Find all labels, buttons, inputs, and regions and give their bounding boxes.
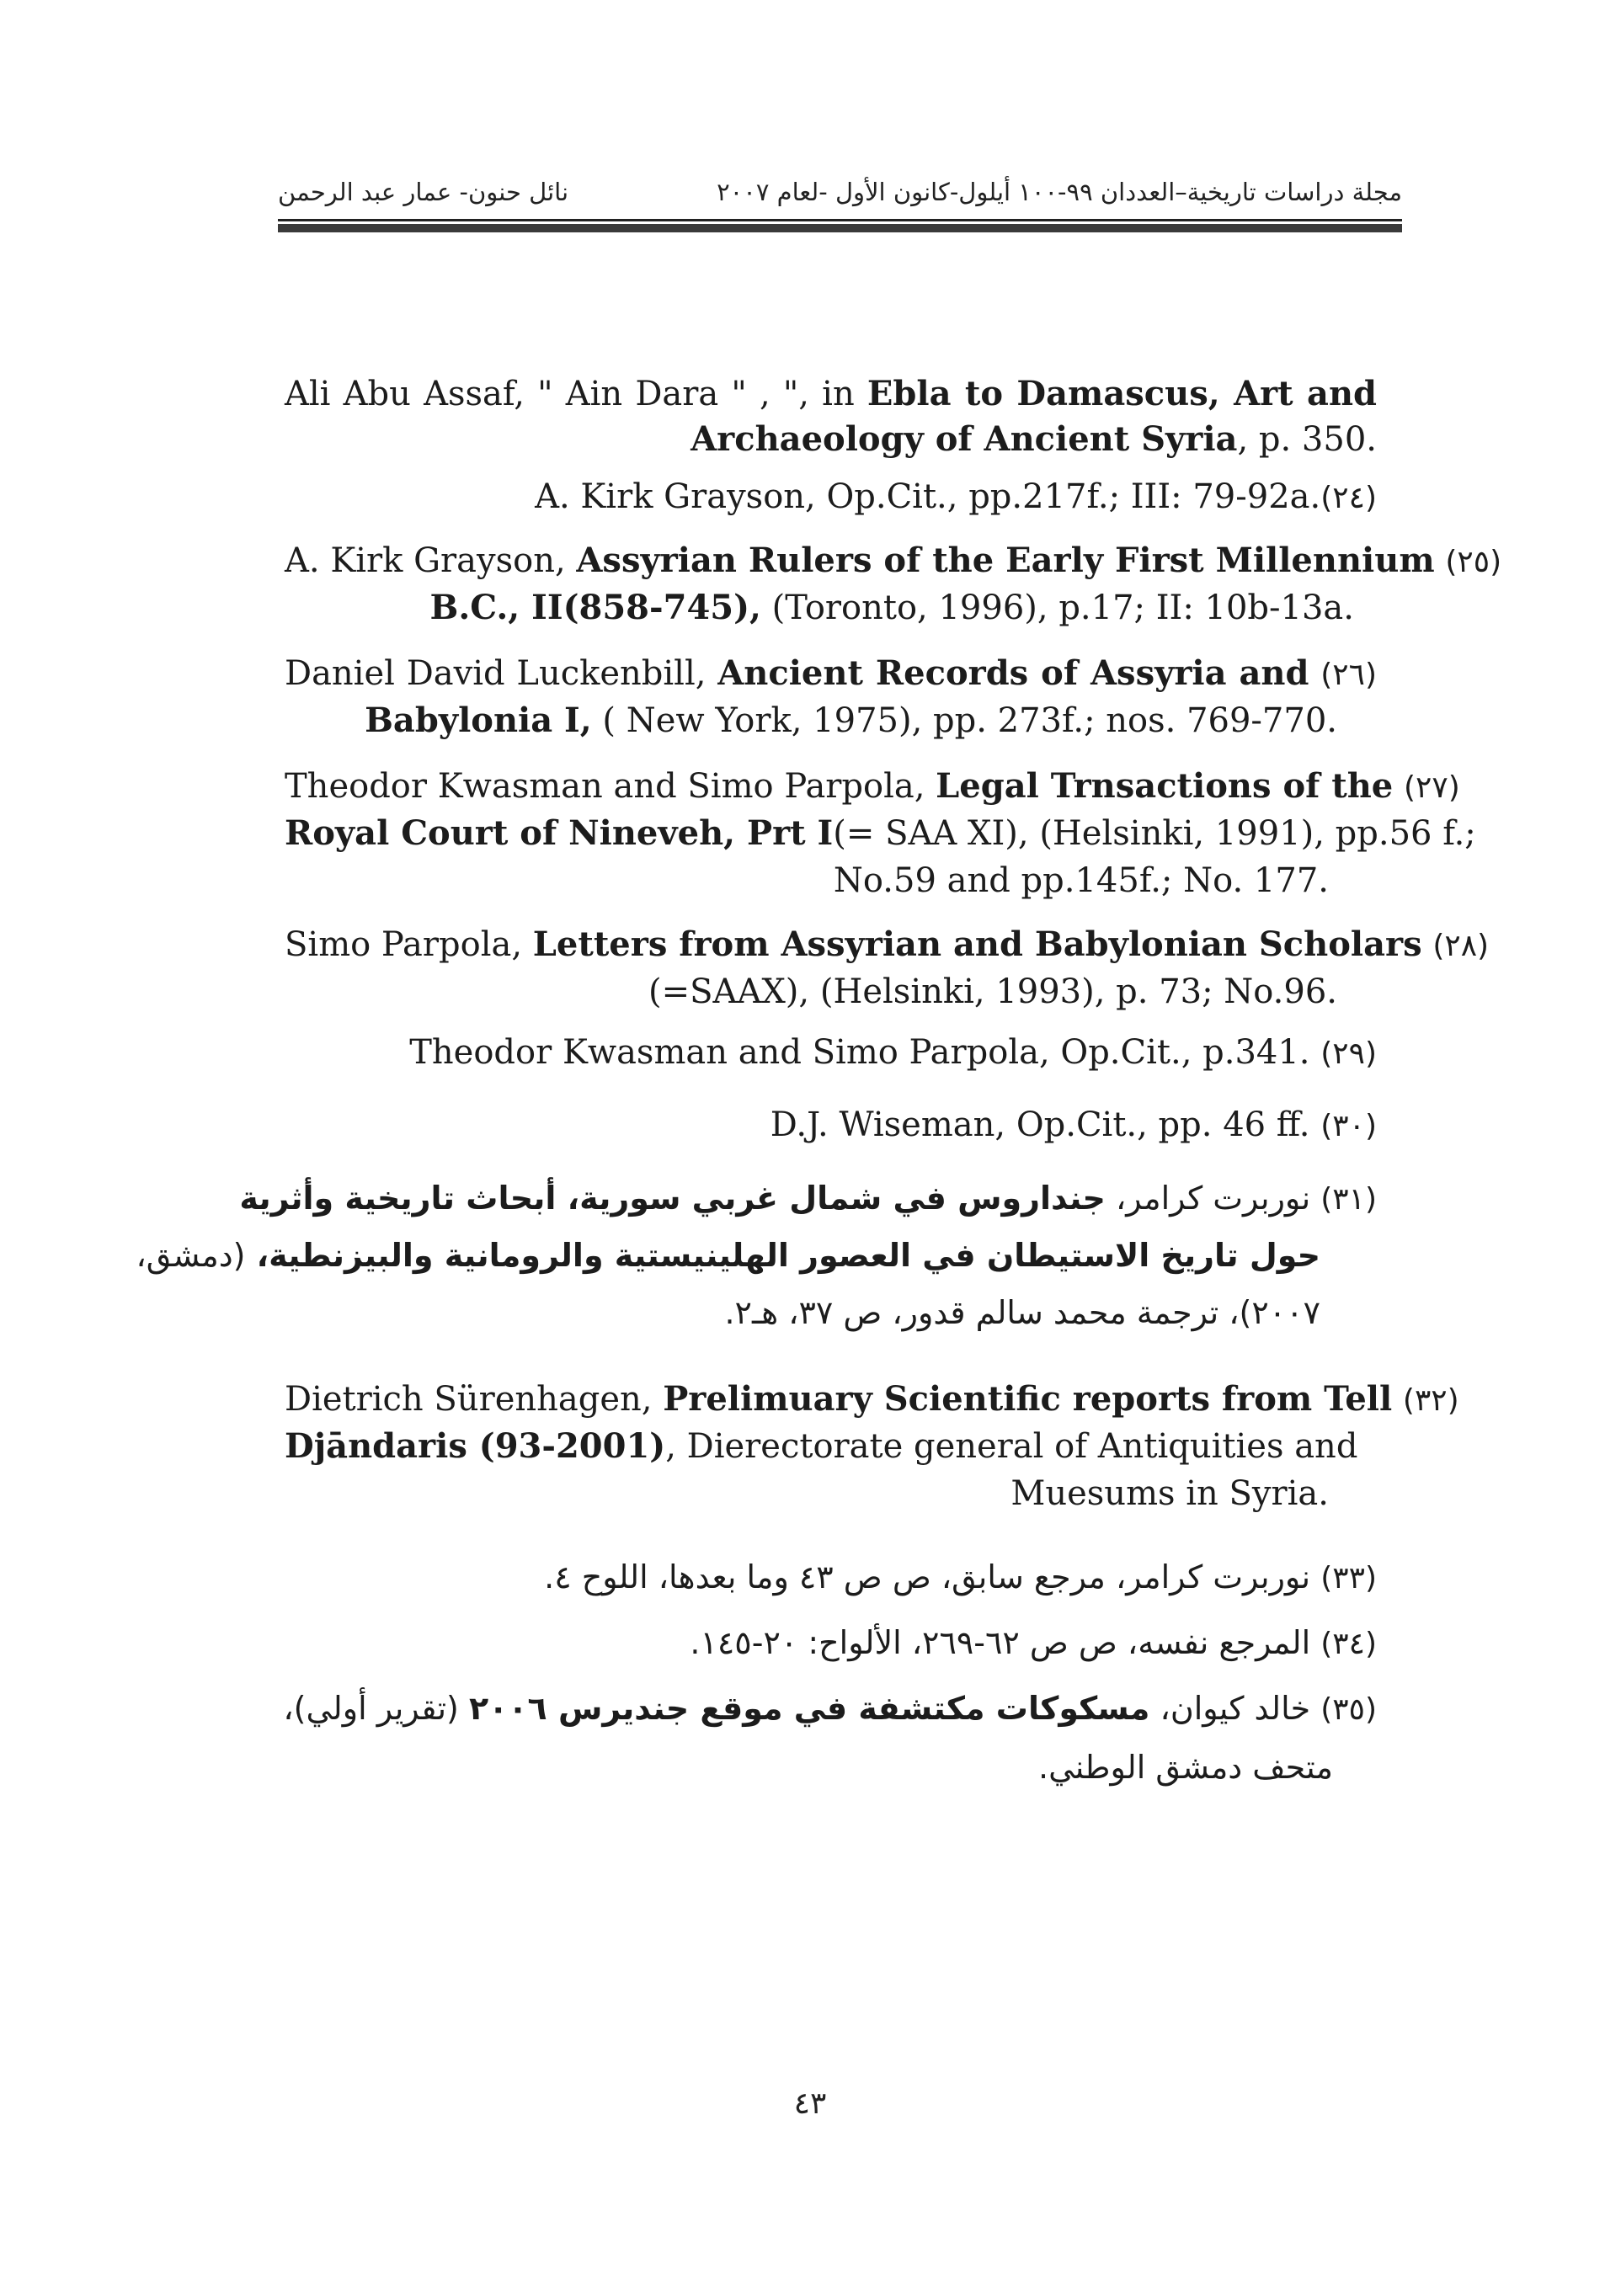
bib-line [285,1470,1329,1517]
bib-entry-35 [285,1681,1377,1798]
bib-text: متحف دمشق الوطني. [1038,1749,1333,1786]
bib-text: Daniel David Luckenbill, [285,654,718,693]
bib-title: Royal Court of Nineveh, Prt I [285,813,834,853]
bib-entry-31 [136,1170,1377,1339]
footnote-number: (٢٦) [1320,658,1378,692]
bib-line [285,473,1377,520]
bib-text: Theodor Kwasman and Simo Parpola, [285,767,936,806]
bib-text: (دمشق، [136,1237,246,1274]
bib-entry-29 [285,1029,1377,1076]
bib-title: مسكوكات مكتشفة في موقع جنديرس ٢٠٠٦ [468,1690,1150,1727]
page-number: ٤٣ [793,2086,827,2121]
bib-title: جنداروس في شمال غربي سورية، أبحاث تاريخية وأثرية [239,1180,1106,1217]
footnote-number: (٢٧) [1403,770,1460,805]
bib-text: D.J. Wiseman, Op.Cit., pp. 46 ff. [770,1105,1310,1144]
bib-entry-26 [285,650,1377,744]
bib-text: A. Kirk Grayson, [285,541,577,580]
bib-text: نوربرت كرامر، [1105,1180,1311,1217]
bib-line [285,810,1476,857]
bib-line [285,763,1460,810]
footnote-number: (٢٥) [1445,545,1502,579]
bib-line [285,1423,1358,1470]
running-header [278,173,1402,218]
bib-line [285,1101,1377,1148]
footnote-number: (٣٣) [1320,1561,1377,1595]
bib-text: Ali Abu Assaf, " Ain Dara " , ", in [285,375,867,413]
bib-entry-30 [285,1101,1377,1148]
bib-text: Dietrich Sürenhagen, [285,1380,664,1419]
bib-text: (= SAA XI), (Helsinki, 1991), pp.56 f.; [833,814,1476,853]
bib-line [239,1170,1377,1226]
bib-line [285,537,1502,584]
bib-line [285,1376,1459,1423]
bib-line [285,697,1337,744]
bib-title: Ebla to Damascus, Art and [866,374,1378,413]
bib-text: ( New York, 1975), pp. 273f.; nos. 769-770. [591,701,1337,740]
bib-title: Letters from Assyrian and Babylonian Scholars [532,924,1422,964]
bib-entry-23-continued [285,370,1377,465]
bib-entry-25 [285,537,1502,631]
bib-title: Assyrian Rulers of the Early First Millennium [576,541,1435,580]
bib-text: (تقرير أولي)، [283,1690,469,1727]
bib-text: , Dierectorate general of Antiquities and [665,1427,1358,1466]
bib-line [285,370,1377,418]
bib-line [285,968,1337,1015]
bib-title: B.C., II(858-745), [429,588,761,627]
bib-line [285,1549,1377,1605]
bib-text: Simo Parpola, [285,925,533,964]
header-rule-thick [278,224,1402,232]
bib-text: خالد كيوان، [1149,1690,1311,1727]
bib-line [285,921,1490,968]
footnote-number: (٣١) [1320,1182,1377,1217]
footnote-number: (٢٩) [1320,1036,1377,1071]
footnote-number: (٣٢) [1402,1383,1459,1418]
bib-text: No.59 and pp.145f.; No. 177. [833,861,1329,900]
bib-title: حول تاريخ الاستيطان في العصور الهلينيستية والرومانية والبيزنطية، [245,1237,1320,1274]
bib-title: Legal Trnsactions of the [936,766,1394,806]
bib-line [285,650,1377,697]
bib-line [285,584,1354,631]
bib-text: المرجع نفسه، ص ص ٦٢-٢٦٩، الألواح: ٢٠-١٤٥. [690,1624,1311,1661]
bib-line [285,416,1377,463]
bib-text: (=SAAX), (Helsinki, 1993), p. 73; No.96. [648,972,1337,1011]
header-authors: نائل حنون- عمار عبد الرحمن [278,178,569,206]
footnote-number: (٣٥) [1320,1692,1377,1727]
bib-line [285,1681,1377,1736]
bib-text: A. Kirk Grayson, Op.Cit., pp.217f.; III: 79-92a. [535,477,1321,516]
bib-text: , p. 350. [1237,420,1377,459]
bib-title: Archaeology of Ancient Syria [691,419,1238,459]
bib-line [136,1228,1320,1283]
bib-line [285,1615,1377,1670]
header-journal-title: مجلة دراسات تاريخية–العددان ٩٩-١٠٠ أيلول-كانون الأول -لعام ٢٠٠٧ [717,178,1402,206]
bib-line [285,857,1329,904]
bib-line [285,1285,1320,1340]
bib-text: Muesums in Syria. [1010,1474,1329,1513]
bib-title: Ancient Records of Assyria and [717,653,1309,693]
bib-text: نوربرت كرامر، مرجع سابق، ص ص ٤٣ وما بعدها، اللوح ٤. [544,1558,1311,1595]
header-rule-thin [278,219,1402,221]
footnote-number: (٣٤) [1320,1627,1377,1661]
bib-text: Theodor Kwasman and Simo Parpola, Op.Cit., p.341. [409,1033,1310,1072]
bib-entry-28 [285,921,1490,1015]
bib-entry-24 [285,473,1377,520]
bib-title: Prelimuary Scientific reports from Tell [663,1379,1393,1419]
bib-entry-27 [285,763,1476,904]
bib-text: ٢٠٠٧)، ترجمة محمد سالم قدور، ص ٣٧، هـ٢. [724,1294,1320,1331]
bib-entry-33 [285,1549,1377,1605]
bib-entry-32 [285,1376,1459,1517]
footnote-number: (٢٨) [1432,929,1490,963]
bib-line [285,1739,1333,1795]
footnote-number: (٢٤) [1320,481,1377,515]
bib-text: (Toronto, 1996), p.17; II: 10b-13a. [760,589,1354,627]
bib-entry-34 [285,1615,1377,1670]
footnote-number: (٣٠) [1320,1109,1377,1143]
bib-title: Babylonia I, [365,701,592,740]
bib-title: Djāndaris (93-2001) [285,1426,666,1466]
bib-line [285,1029,1377,1076]
